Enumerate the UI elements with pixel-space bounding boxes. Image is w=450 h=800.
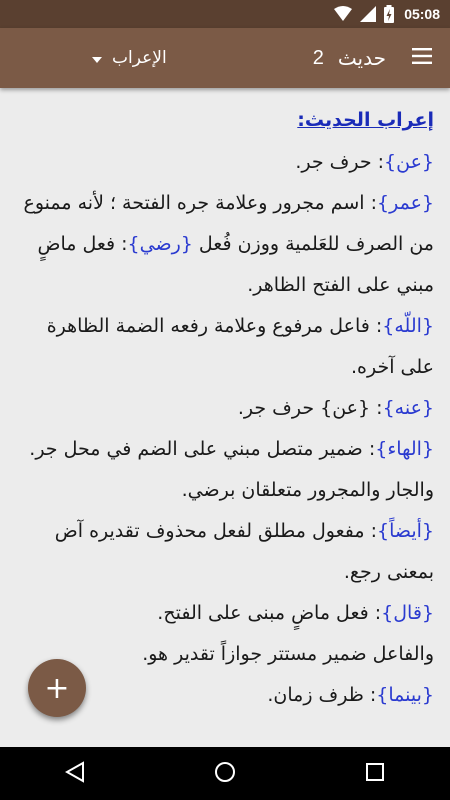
content-line — [16, 183, 434, 306]
term: {عمر} — [377, 192, 434, 214]
status-bar — [0, 0, 450, 28]
section-heading: إعراب الحديث: — [297, 109, 434, 131]
app-title-text: حديث — [337, 46, 386, 70]
battery-charging-icon — [384, 5, 394, 23]
signal-icon — [360, 6, 376, 22]
dropdown-label: الإعراب — [112, 48, 167, 68]
content-line — [16, 593, 434, 634]
line-text: والفاعل ضمير مستتر جوازاً تقدير هو. — [142, 643, 434, 665]
add-button[interactable] — [28, 659, 86, 717]
line-text: : فعل ماضٍ مبني على الفتح الظاهر. — [37, 233, 434, 296]
content-line — [16, 511, 434, 593]
line-text: : ضمير متصل مبني على الضم في محل جر. — [29, 438, 376, 460]
term: {بينما} — [376, 684, 434, 706]
recents-icon — [366, 763, 384, 785]
section-dropdown[interactable] — [92, 28, 167, 88]
menu-button[interactable] — [406, 42, 438, 74]
term: {أيضاً} — [376, 520, 434, 542]
content-line — [16, 429, 434, 470]
term: {عنه} — [382, 397, 434, 419]
home-icon — [214, 761, 236, 787]
dropdown-arrow-icon — [92, 48, 102, 68]
line-text: : {عن} حرف جر. — [237, 397, 383, 419]
app-title — [313, 28, 386, 88]
line-text: : مفعول مطلق لفعل محذوف تقديره آض بمعنى رجع. — [54, 520, 434, 583]
term: {قال} — [381, 602, 434, 624]
back-icon — [65, 761, 85, 787]
line-text: : ظرف زمان. — [267, 684, 377, 706]
content-line — [16, 470, 434, 511]
status-time: 05:08 — [404, 6, 440, 22]
line-text: : حرف جر. — [295, 151, 385, 173]
term: {رضي} — [127, 233, 193, 255]
navigation-bar — [0, 747, 450, 800]
term: {الهاء} — [375, 438, 434, 460]
content-line — [16, 142, 434, 183]
hadith-number: 2 — [312, 46, 324, 69]
term: {اللّه} — [382, 315, 434, 337]
content-line — [16, 388, 434, 429]
term: {عن} — [384, 151, 434, 173]
line-text: والجار والمجرور متعلقان برضي. — [181, 479, 434, 501]
line-text: : فعل ماضٍ مبنى على الفتح. — [157, 602, 382, 624]
recents-button[interactable] — [351, 750, 399, 798]
line-text: : فاعل مرفوع وعلامة رفعه الضمة الظاهرة على آخره. — [46, 315, 434, 378]
menu-icon — [412, 48, 432, 68]
app-bar — [0, 28, 450, 88]
home-button[interactable] — [201, 750, 249, 798]
wifi-icon — [334, 6, 352, 22]
irab-content — [0, 92, 450, 747]
add-icon: + — [44, 670, 70, 706]
content-line — [16, 306, 434, 388]
back-button[interactable] — [51, 750, 99, 798]
line-text: : اسم مجرور وعلامة جره الفتحة ؛ لأنه ممنوع من الصرف للعَلمية ووزن فُعل — [23, 192, 434, 255]
